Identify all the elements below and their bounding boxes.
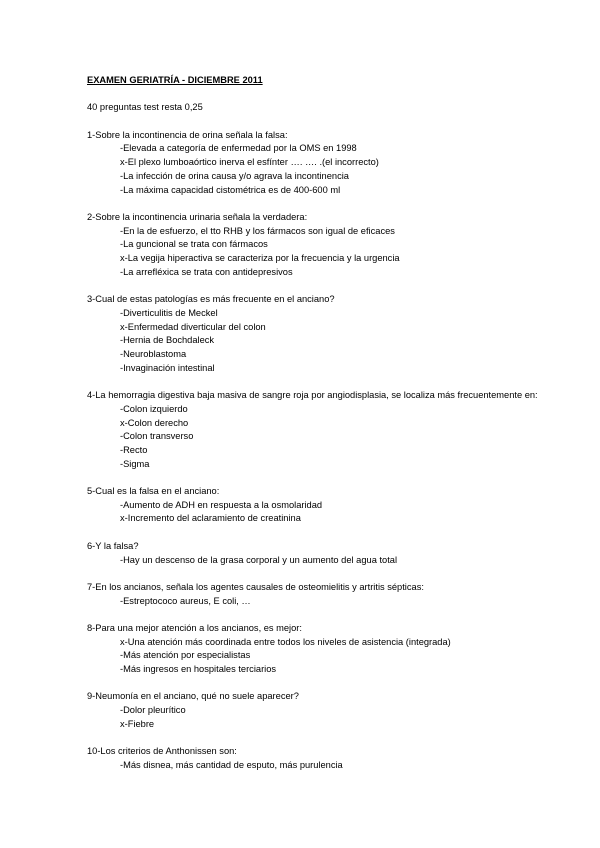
answer-option: -Invaginación intestinal	[120, 362, 215, 373]
spacer	[87, 280, 560, 294]
spacer	[87, 197, 560, 211]
question-block	[87, 211, 560, 280]
answer-option: -Colon transverso	[120, 431, 194, 442]
answer-option: -La máxima capacidad cistométrica es de 400-600 ml	[120, 184, 341, 195]
spacer	[87, 732, 560, 746]
answer-option: x-Colon derecho	[120, 417, 189, 428]
question-block	[87, 293, 560, 375]
question-block	[87, 745, 560, 772]
answer-option: -Más disnea, más cantidad de esputo, más purulencia	[120, 759, 343, 770]
answer-option: -En la de esfuerzo, el tto RHB y los fármacos son igual de eficaces	[120, 225, 395, 236]
question-list	[87, 129, 560, 773]
question-text: 6-Y la falsa?	[87, 540, 139, 551]
answer-option: -La guncional se trata con fármacos	[120, 239, 268, 250]
answer-option: -La infección de orina causa y/o agrava la incontinencia	[120, 170, 349, 181]
question-block	[87, 485, 560, 526]
document-title: EXAMEN GERIATRÍA - DICIEMBRE 2011	[87, 75, 263, 85]
question-text: 5-Cual es la falsa en el anciano:	[87, 486, 220, 496]
answer-option: -La arrefléxica se trata con antidepresivos	[120, 266, 293, 277]
document-subtitle: 40 preguntas test resta 0,25	[87, 102, 203, 113]
question-text: 10-Los criterios de Anthonissen son:	[87, 746, 237, 757]
spacer	[87, 375, 560, 389]
question-block	[87, 129, 560, 198]
answer-option: x-Una atención más coordinada entre todos los niveles de asistencia (integrada)	[120, 636, 451, 647]
answer-option: -Neuroblastoma	[120, 349, 187, 359]
question-text: 9-Neumonía en el anciano, qué no suele aparecer?	[87, 691, 299, 702]
spacer	[87, 471, 560, 485]
question-block	[87, 581, 560, 608]
question-block	[87, 690, 560, 731]
spacer	[87, 88, 560, 102]
question-text: 4-La hemorragia digestiva baja masiva de sangre roja por angiodisplasia, se localiza más frecuentemente en:	[87, 390, 538, 401]
answer-option: -Sigma	[120, 458, 150, 469]
question-block	[87, 622, 560, 677]
answer-option: -Colon izquierdo	[120, 403, 188, 414]
spacer	[87, 608, 560, 622]
answer-option: x-Incremento del aclaramiento de creatinina	[120, 513, 301, 524]
answer-option: -Dolor pleurítico	[120, 705, 186, 716]
answer-option: -Recto	[120, 444, 148, 455]
question-text: 7-En los ancianos, señala los agentes causales de osteomielitis y artritis sépticas:	[87, 581, 424, 592]
answer-option: -Diverticulitis de Meckel	[120, 307, 218, 318]
answer-option: -Aumento de ADH en respuesta a la osmolaridad	[120, 499, 323, 510]
answer-option: x-Fiebre	[120, 718, 155, 729]
question-block	[87, 540, 560, 567]
question-text: 8-Para una mejor atención a los ancianos, es mejor:	[87, 622, 302, 633]
question-text: 3-Cual de estas patologías es más frecuente en el anciano?	[87, 294, 335, 305]
spacer	[87, 526, 560, 540]
answer-option: x-Enfermedad diverticular del colon	[120, 321, 266, 332]
answer-option: -Hernia de Bochdaleck	[120, 335, 215, 346]
question-block	[87, 389, 560, 471]
answer-option: -Más ingresos en hospitales terciarios	[120, 664, 277, 675]
answer-option: x-El plexo lumboaórtico inerva el esfínter …. …. .(el incorrecto)	[120, 157, 379, 168]
spacer	[87, 567, 560, 581]
answer-option: x-La vegija hiperactiva se caracteriza por la frecuencia y la urgencia	[120, 253, 400, 264]
answer-option: -Estreptococo aureus, E coli, …	[120, 595, 251, 606]
spacer	[87, 115, 560, 129]
answer-option: -Más atención por especialistas	[120, 650, 251, 661]
spacer	[87, 677, 560, 691]
answer-option: -Hay un descenso de la grasa corporal y un aumento del agua total	[120, 554, 398, 565]
question-text: 1-Sobre la incontinencia de orina señala la falsa:	[87, 129, 288, 140]
answer-option: -Elevada a categoría de enfermedad por la OMS en 1998	[120, 143, 357, 154]
question-text: 2-Sobre la incontinencia urinaria señala la verdadera:	[87, 211, 308, 222]
